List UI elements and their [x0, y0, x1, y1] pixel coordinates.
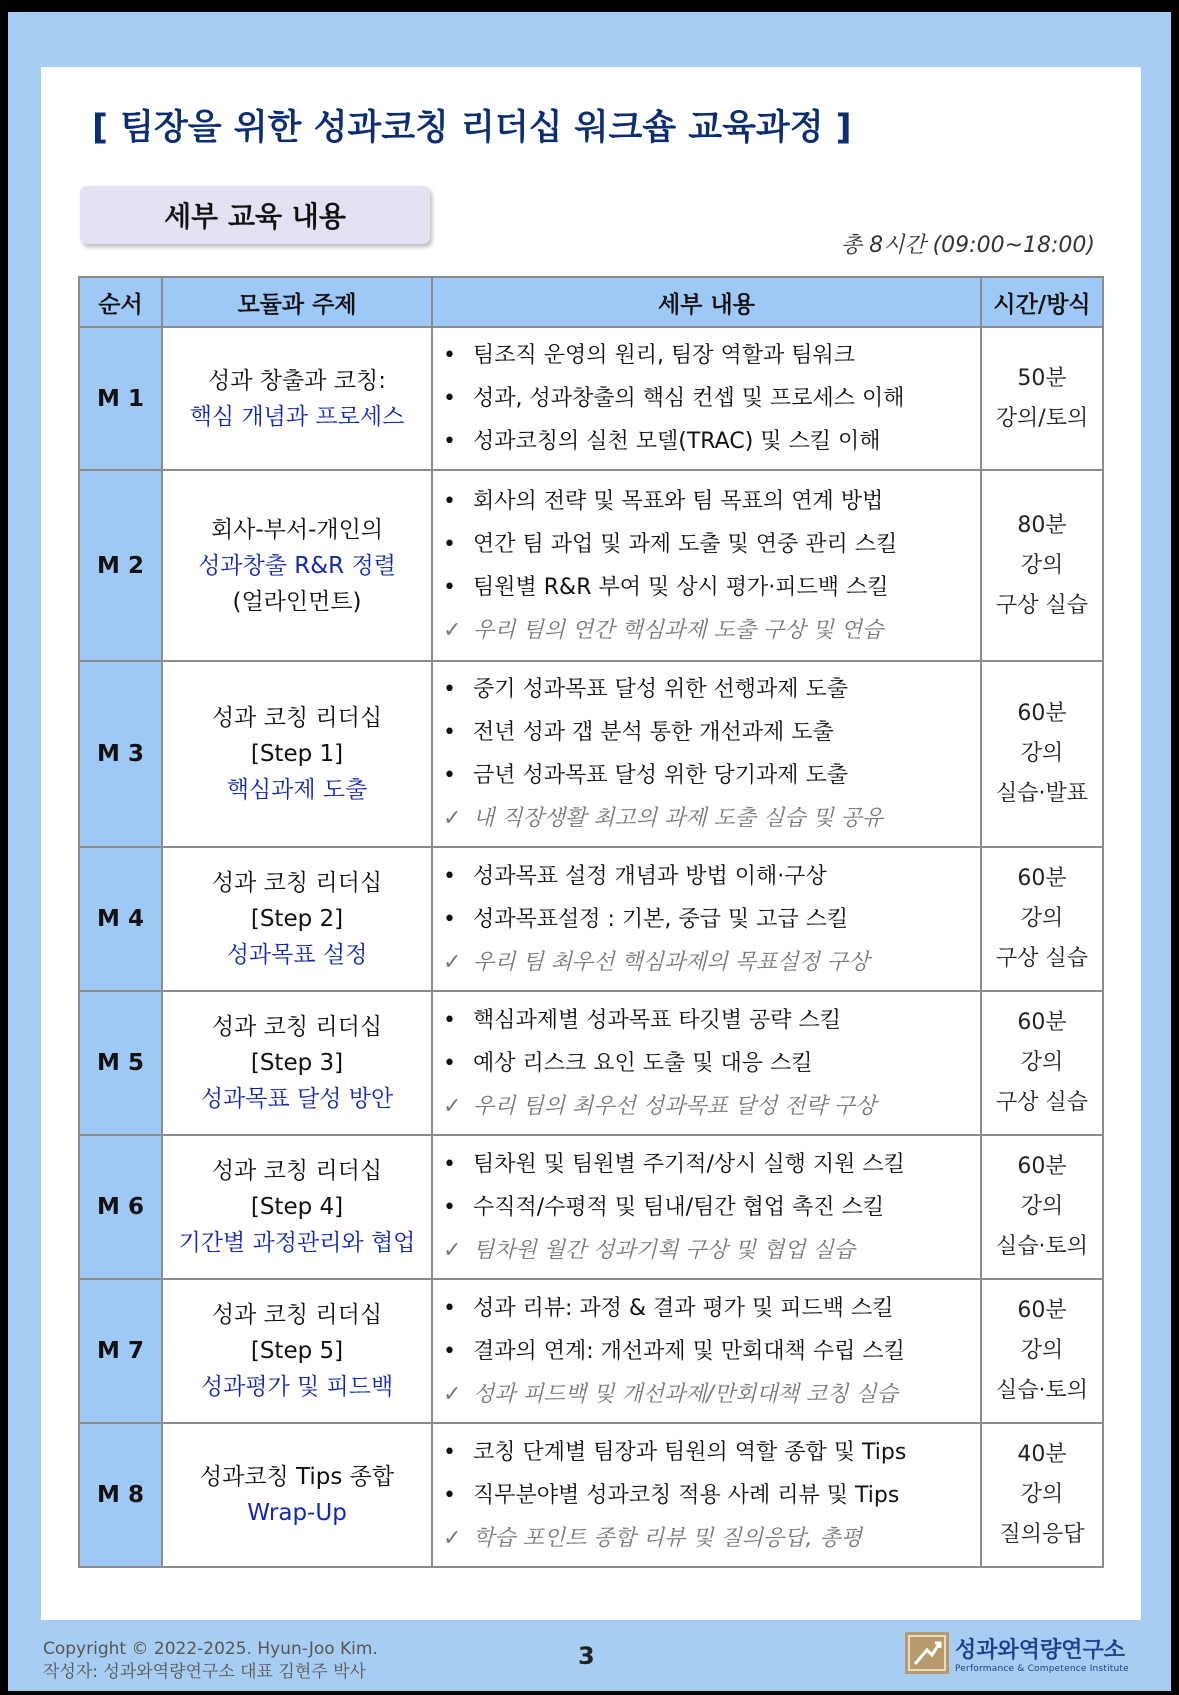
module-id: M 1 — [79, 327, 162, 470]
time-line: 구상 실습 — [995, 946, 1088, 971]
bullet-icon: • — [443, 1482, 456, 1508]
bullet-text: 성과, 성과창출의 핵심 컨셉 및 프로세스 이해 — [473, 386, 905, 411]
module-details — [432, 327, 981, 470]
module-time — [981, 470, 1103, 661]
page-number: 3 — [578, 1642, 595, 1670]
checkmark-icon: ✓ — [443, 1525, 462, 1551]
practice-item — [443, 609, 974, 652]
bullet-icon: • — [443, 429, 456, 454]
header-details: 세부 내용 — [432, 277, 981, 327]
checkmark-icon: ✓ — [443, 617, 462, 643]
module-topic — [162, 1423, 432, 1567]
topic-line: 성과 창출과 코칭: — [208, 367, 386, 394]
bullet-icon: • — [443, 906, 456, 932]
module-topic — [162, 991, 432, 1135]
copyright-text: Copyright © 2022-2025. Hyun-Joo Kim. — [43, 1639, 378, 1659]
time-line: 강의 — [1020, 1194, 1064, 1219]
time-line: 강의 — [1020, 1338, 1064, 1363]
topic-line: 성과목표 달성 방안 — [200, 1086, 394, 1112]
detail-bullet — [443, 999, 974, 1042]
module-topic — [162, 1135, 432, 1279]
total-time: 총 8시간 (09:00~18:00) — [840, 233, 1095, 258]
detail-bullet — [443, 334, 974, 377]
topic-line: [Step 4] — [250, 1194, 344, 1220]
topic-line: 회사-부서-개인의 — [210, 516, 384, 543]
topic-line: 성과 코칭 리더십 — [211, 1302, 383, 1328]
topic-line: 핵심 개념과 프로세스 — [189, 403, 405, 430]
topic-line: Wrap-Up — [247, 1500, 347, 1526]
bullet-icon: • — [443, 386, 456, 411]
institute-logo — [905, 1632, 1129, 1674]
module-time — [981, 1423, 1103, 1567]
time-line: 강의 — [1020, 1050, 1064, 1075]
author-text: 작성자: 성과와역량연구소 대표 김현주 박사 — [43, 1662, 366, 1682]
bullet-text: 중기 성과목표 달성 위한 선행과제 도출 — [473, 677, 848, 702]
detail-bullet — [443, 855, 974, 898]
time-line: 구상 실습 — [995, 1090, 1088, 1115]
detail-bullet — [443, 1143, 974, 1186]
bullet-icon: • — [443, 763, 456, 788]
practice-item — [443, 1373, 974, 1416]
topic-line: (얼라인먼트) — [232, 588, 362, 615]
logo-text — [955, 1633, 1129, 1674]
bullet-text: 수직적/수평적 및 팀내/팀간 협업 촉진 스킬 — [473, 1194, 885, 1220]
detail-bullet — [443, 711, 974, 754]
topic-line: 성과창출 R&R 정렬 — [198, 552, 396, 579]
topic-line: 성과 코칭 리더십 — [211, 705, 383, 731]
bullet-icon: • — [443, 488, 456, 514]
header-time: 시간/방식 — [981, 277, 1103, 327]
detail-bullet — [443, 480, 974, 523]
module-row — [79, 661, 1103, 847]
practice-text: 성과 피드백 및 개선과제/만회대책 코칭 실습 — [473, 1381, 898, 1407]
module-row — [79, 1423, 1103, 1567]
bullet-text: 팀차원 및 팀원별 주기적/상시 실행 지원 스킬 — [473, 1151, 905, 1177]
topic-line: 성과 코칭 리더십 — [211, 870, 383, 896]
page-title: [ 팀장을 위한 성과코칭 리더십 워크숍 교육과정 ] — [92, 108, 852, 148]
bullet-text: 연간 팀 과업 및 과제 도출 및 연중 관리 스킬 — [473, 531, 898, 557]
topic-line: [Step 2] — [250, 906, 344, 932]
bullet-text: 코칭 단계별 팀장과 팀원의 역할 종합 및 Tips — [473, 1439, 907, 1465]
detail-bullet — [443, 523, 974, 566]
detail-bullet — [443, 420, 974, 463]
topic-line: 성과 코칭 리더십 — [211, 1158, 383, 1184]
detail-bullet — [443, 1186, 974, 1229]
section-label: 세부 교육 내용 — [80, 186, 430, 244]
module-details — [432, 470, 981, 661]
module-id: M 6 — [79, 1135, 162, 1279]
module-topic — [162, 847, 432, 991]
module-id: M 4 — [79, 847, 162, 991]
topic-line: 핵심과제 도출 — [226, 777, 368, 803]
practice-text: 팀차원 월간 성과기획 구상 및 협업 실습 — [473, 1237, 855, 1263]
bullet-icon: • — [443, 677, 456, 702]
practice-item — [443, 941, 974, 984]
checkmark-icon: ✓ — [443, 806, 462, 831]
practice-text: 우리 팀의 연간 핵심과제 도출 구상 및 연습 — [473, 617, 884, 643]
detail-bullet — [443, 898, 974, 941]
bullet-text: 직무분야별 성과코칭 적용 사례 리뷰 및 Tips — [473, 1482, 900, 1508]
time-line: 강의 — [1020, 552, 1064, 578]
time-line: 60분 — [1017, 1010, 1067, 1035]
module-details — [432, 1423, 981, 1567]
detail-bullet — [443, 1287, 974, 1330]
bullet-text: 결과의 연계: 개선과제 및 만회대책 수립 스킬 — [473, 1338, 905, 1364]
header-module: 모듈과 주제 — [162, 277, 432, 327]
bullet-icon: • — [443, 1050, 456, 1076]
practice-item — [443, 1229, 974, 1272]
module-topic — [162, 327, 432, 470]
time-line: 강의/토의 — [995, 405, 1089, 431]
topic-line: [Step 1] — [250, 741, 344, 767]
time-line: 60분 — [1017, 701, 1067, 726]
practice-item — [443, 1085, 974, 1128]
time-line: 구상 실습 — [995, 592, 1088, 618]
topic-line: 기간별 과정관리와 협업 — [178, 1230, 416, 1256]
practice-text: 내 직장생활 최고의 과제 도출 실습 및 공유 — [473, 806, 884, 831]
time-line: 60분 — [1017, 1154, 1067, 1179]
bullet-icon: • — [443, 863, 456, 889]
module-details — [432, 847, 981, 991]
time-line: 강의 — [1020, 906, 1064, 931]
bullet-icon: • — [443, 531, 456, 557]
module-time — [981, 1135, 1103, 1279]
detail-bullet — [443, 1474, 974, 1517]
module-id: M 5 — [79, 991, 162, 1135]
module-id: M 3 — [79, 661, 162, 847]
bullet-text: 성과 리뷰: 과정 & 결과 평가 및 피드백 스킬 — [473, 1295, 894, 1321]
module-details — [432, 661, 981, 847]
bullet-text: 금년 성과목표 달성 위한 당기과제 도출 — [473, 763, 848, 788]
module-topic — [162, 470, 432, 661]
time-line: 실습·토의 — [995, 1234, 1088, 1259]
bullet-icon: • — [443, 343, 456, 368]
bullet-text: 팀조직 운영의 원리, 팀장 역할과 팀워크 — [473, 343, 855, 368]
detail-bullet — [443, 1330, 974, 1373]
topic-line: [Step 3] — [250, 1050, 344, 1076]
bullet-icon: • — [443, 1194, 456, 1220]
time-line: 40분 — [1017, 1442, 1067, 1467]
topic-line: [Step 5] — [250, 1338, 344, 1364]
bullet-text: 성과목표 설정 개념과 방법 이해·구상 — [473, 863, 827, 889]
module-time — [981, 661, 1103, 847]
table-header-row — [79, 277, 1103, 327]
logo-subtitle: Performance & Competence Institute — [955, 1663, 1129, 1674]
practice-text: 학습 포인트 종합 리뷰 및 질의응답, 총평 — [473, 1525, 862, 1551]
module-details — [432, 1279, 981, 1423]
module-row — [79, 847, 1103, 991]
footer-copyright-block — [43, 1638, 378, 1684]
topic-line: 성과평가 및 피드백 — [200, 1374, 394, 1400]
module-id: M 7 — [79, 1279, 162, 1423]
module-row — [79, 1135, 1103, 1279]
module-time — [981, 847, 1103, 991]
module-row — [79, 327, 1103, 470]
bullet-icon: • — [443, 1338, 456, 1364]
detail-bullet — [443, 754, 974, 797]
detail-bullet — [443, 1431, 974, 1474]
module-time — [981, 991, 1103, 1135]
topic-line: 성과 코칭 리더십 — [211, 1014, 383, 1040]
bullet-text: 성과코칭의 실천 모델(TRAC) 및 스킬 이해 — [473, 429, 881, 454]
topic-line: 성과목표 설정 — [226, 942, 368, 968]
time-line: 60분 — [1017, 866, 1067, 891]
module-time — [981, 327, 1103, 470]
practice-item — [443, 797, 974, 840]
module-details — [432, 1135, 981, 1279]
time-line: 60분 — [1017, 1298, 1067, 1323]
module-details — [432, 991, 981, 1135]
bullet-icon: • — [443, 1439, 456, 1465]
course-table-body — [79, 327, 1103, 1567]
course-table — [78, 276, 1104, 1568]
time-line: 강의 — [1020, 741, 1064, 766]
practice-text: 우리 팀 최우선 핵심과제의 목표설정 구상 — [473, 949, 870, 975]
bullet-icon: • — [443, 720, 456, 745]
checkmark-icon: ✓ — [443, 949, 462, 975]
module-topic — [162, 1279, 432, 1423]
bullet-text: 전년 성과 갭 분석 통한 개선과제 도출 — [473, 720, 834, 745]
module-id: M 2 — [79, 470, 162, 661]
checkmark-icon: ✓ — [443, 1093, 462, 1119]
bullet-icon: • — [443, 574, 456, 600]
time-line: 질의응답 — [999, 1522, 1085, 1547]
bullet-icon: • — [443, 1295, 456, 1321]
time-line: 실습·토의 — [995, 1378, 1088, 1403]
topic-line: 성과코칭 Tips 종합 — [199, 1464, 395, 1490]
header-order: 순서 — [79, 277, 162, 327]
module-row — [79, 470, 1103, 661]
detail-bullet — [443, 1042, 974, 1085]
module-time — [981, 1279, 1103, 1423]
time-line: 실습·발표 — [995, 781, 1088, 806]
module-row — [79, 1279, 1103, 1423]
checkmark-icon: ✓ — [443, 1237, 462, 1263]
module-id: M 8 — [79, 1423, 162, 1567]
bullet-text: 회사의 전략 및 목표와 팀 목표의 연계 방법 — [473, 488, 884, 514]
time-line: 80분 — [1017, 512, 1067, 538]
module-topic — [162, 661, 432, 847]
detail-bullet — [443, 668, 974, 711]
detail-bullet — [443, 566, 974, 609]
logo-name: 성과와역량연구소 — [955, 1637, 1126, 1663]
time-line: 강의 — [1020, 1482, 1064, 1507]
practice-text: 우리 팀의 최우선 성과목표 달성 전략 구상 — [473, 1093, 877, 1119]
bullet-icon: • — [443, 1007, 456, 1033]
detail-bullet — [443, 377, 974, 420]
bullet-text: 핵심과제별 성과목표 타깃별 공략 스킬 — [473, 1007, 842, 1033]
bullet-text: 예상 리스크 요인 도출 및 대응 스킬 — [473, 1050, 813, 1076]
bullet-text: 성과목표설정 : 기본, 중급 및 고급 스킬 — [473, 906, 849, 932]
logo-mark-icon — [905, 1632, 949, 1674]
module-row — [79, 991, 1103, 1135]
time-line: 50분 — [1017, 365, 1067, 391]
bullet-icon: • — [443, 1151, 456, 1177]
bullet-text: 팀원별 R&R 부여 및 상시 평가·피드백 스킬 — [473, 574, 889, 600]
checkmark-icon: ✓ — [443, 1381, 462, 1407]
practice-item — [443, 1517, 974, 1560]
